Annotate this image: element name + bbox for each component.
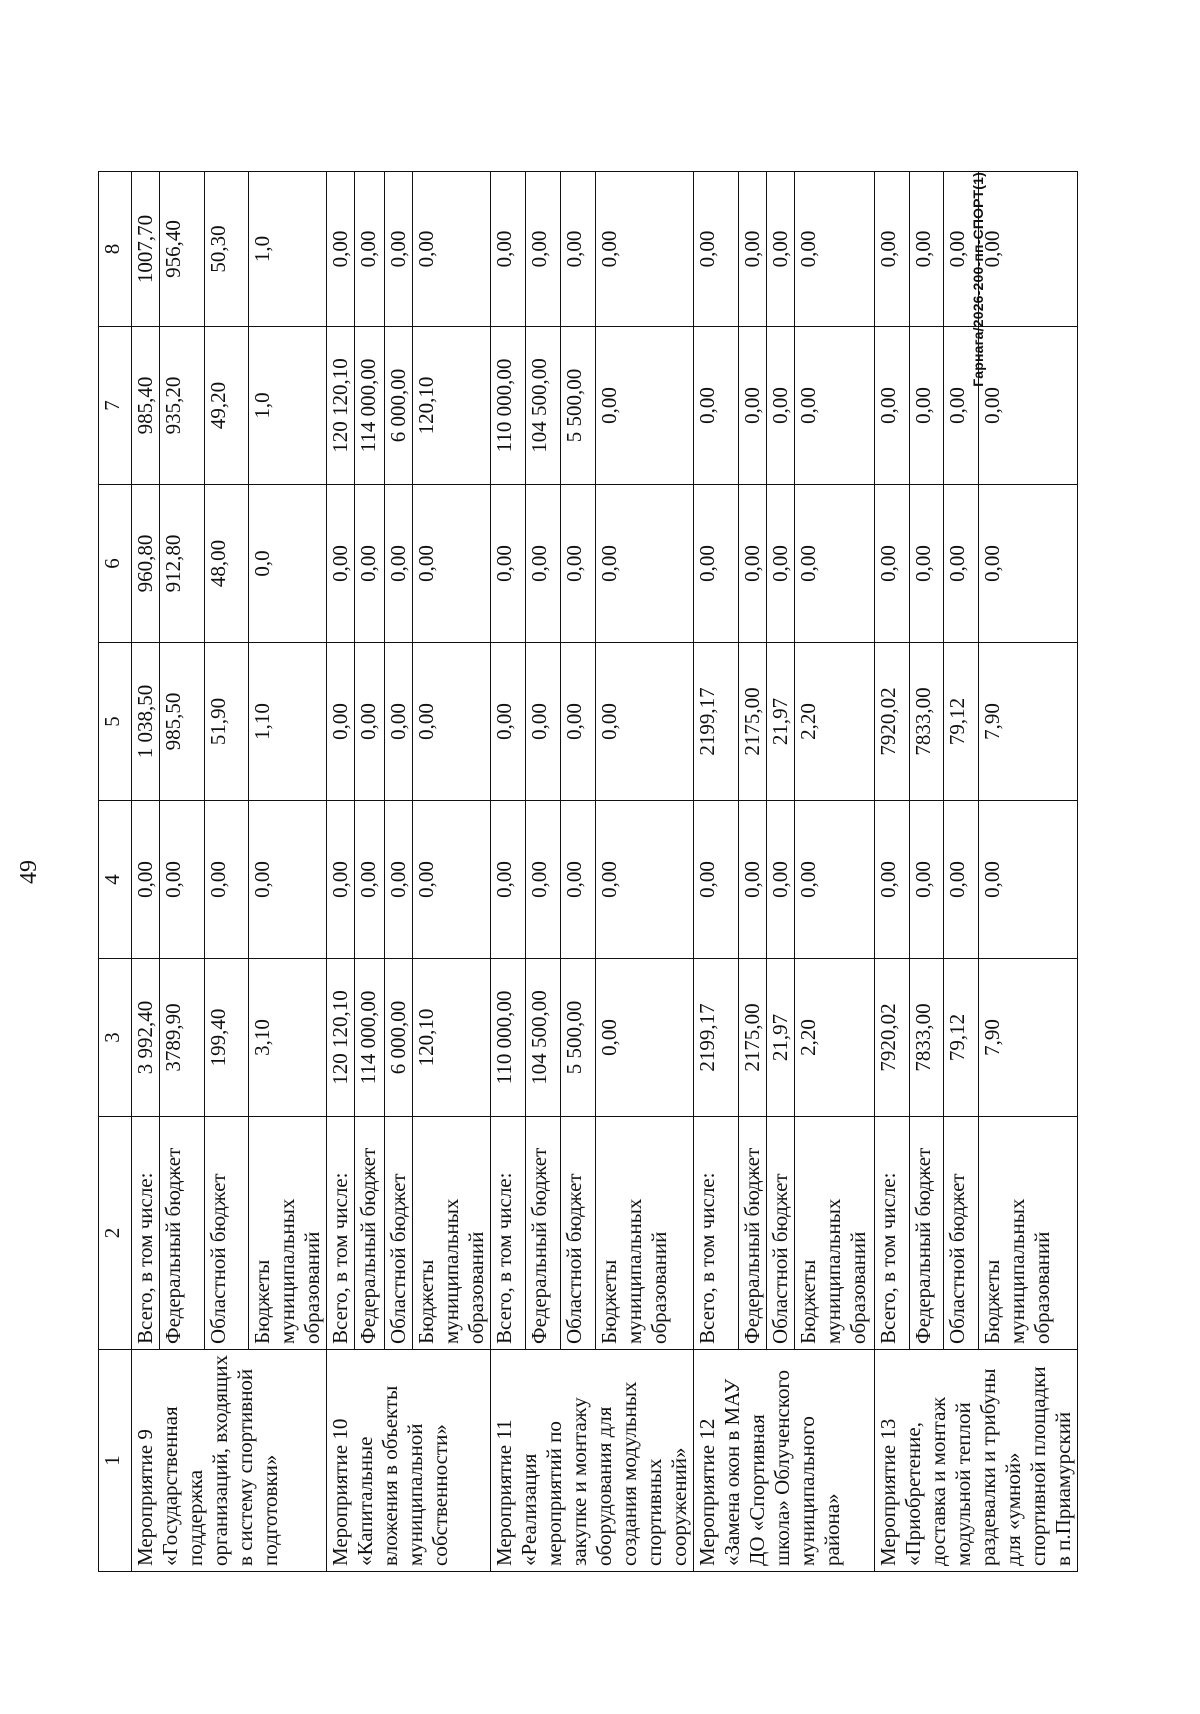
amount-cell: 0,00 <box>327 172 355 327</box>
amount-cell: 120 120,10 <box>327 327 355 485</box>
amount-cell: 110 000,00 <box>491 959 526 1117</box>
column-number: 2 <box>99 1117 132 1350</box>
amount-cell: 0,00 <box>160 801 205 959</box>
funding-source-label: Бюджеты муниципальных образований <box>978 1117 1077 1350</box>
funding-source-label: Всего, в том числе: <box>875 1117 910 1350</box>
amount-cell: 104 500,00 <box>526 959 561 1117</box>
amount-cell: 3,10 <box>249 959 327 1117</box>
table-body <box>99 172 1078 1572</box>
amount-cell: 0,00 <box>795 801 875 959</box>
amount-cell: 0,00 <box>491 801 526 959</box>
amount-cell: 0,00 <box>561 172 596 327</box>
amount-cell: 0,00 <box>795 485 875 643</box>
amount-cell: 51,90 <box>205 643 249 801</box>
funding-source-label: Всего, в том числе: <box>491 1117 526 1350</box>
amount-cell: 1,0 <box>249 172 327 327</box>
amount-cell: 0,00 <box>795 327 875 485</box>
activity-title: Мероприятие 12 «Замена окон в МАУ ДО «Спортивная школа» Облученского муниципального района» <box>694 1350 875 1572</box>
amount-cell: 0,00 <box>413 801 491 959</box>
table-row <box>694 172 739 1572</box>
amount-cell: 7,90 <box>978 959 1077 1117</box>
activity-title: Мероприятие 11 «Реализация мероприятий по закупке и монтажу оборудования для создания модульных спортивных сооружений» <box>491 1350 694 1572</box>
amount-cell: 0,00 <box>875 172 910 327</box>
amount-cell: 0,00 <box>944 485 979 643</box>
amount-cell: 0,00 <box>739 172 767 327</box>
funding-source-label: Федеральный бюджет <box>160 1117 205 1350</box>
amount-cell: 7920,02 <box>875 959 910 1117</box>
activity-title: Мероприятие 9 «Государственная поддержка организаций, входящих в систему спортивной подготовки» <box>132 1350 327 1572</box>
amount-cell: 3789,90 <box>160 959 205 1117</box>
funding-source-label: Всего, в том числе: <box>132 1117 160 1350</box>
amount-cell: 0,00 <box>739 801 767 959</box>
amount-cell: 956,40 <box>160 172 205 327</box>
amount-cell: 0,00 <box>978 327 1077 485</box>
funding-source-label: Областной бюджет <box>205 1117 249 1350</box>
amount-cell: 0,00 <box>132 801 160 959</box>
amount-cell: 0,00 <box>205 801 249 959</box>
amount-cell: 912,80 <box>160 485 205 643</box>
amount-cell: 7,90 <box>978 643 1077 801</box>
column-number: 5 <box>99 643 132 801</box>
amount-cell: 114 000,00 <box>355 959 385 1117</box>
funding-source-label: Федеральный бюджет <box>739 1117 767 1350</box>
amount-cell: 0,00 <box>694 327 739 485</box>
amount-cell: 5 500,00 <box>561 327 596 485</box>
amount-cell: 0,00 <box>385 801 413 959</box>
amount-cell: 0,00 <box>767 485 795 643</box>
amount-cell: 0,00 <box>385 172 413 327</box>
amount-cell: 120,10 <box>413 959 491 1117</box>
amount-cell: 114 000,00 <box>355 327 385 485</box>
amount-cell: 0,00 <box>413 172 491 327</box>
amount-cell: 0,00 <box>767 801 795 959</box>
amount-cell: 6 000,00 <box>385 959 413 1117</box>
amount-cell: 0,00 <box>944 801 979 959</box>
amount-cell: 0,00 <box>909 327 944 485</box>
table-row <box>327 172 355 1572</box>
funding-source-label: Областной бюджет <box>385 1117 413 1350</box>
amount-cell: 50,30 <box>205 172 249 327</box>
amount-cell: 1,10 <box>249 643 327 801</box>
rotated-page-content <box>16 172 1075 1572</box>
amount-cell: 0,00 <box>795 172 875 327</box>
amount-cell: 0,00 <box>909 172 944 327</box>
amount-cell: 0,00 <box>978 801 1077 959</box>
amount-cell: 1007,70 <box>132 172 160 327</box>
column-number: 3 <box>99 959 132 1117</box>
funding-source-label: Бюджеты муниципальных образований <box>795 1117 875 1350</box>
amount-cell: 0,00 <box>875 327 910 485</box>
amount-cell: 0,00 <box>327 643 355 801</box>
amount-cell: 79,12 <box>944 643 979 801</box>
amount-cell: 0,00 <box>561 643 596 801</box>
funding-source-label: Всего, в том числе: <box>327 1117 355 1350</box>
amount-cell: 199,40 <box>205 959 249 1117</box>
amount-cell: 7833,00 <box>909 643 944 801</box>
amount-cell: 985,50 <box>160 643 205 801</box>
amount-cell: 960,80 <box>132 485 160 643</box>
amount-cell: 5 500,00 <box>561 959 596 1117</box>
column-number: 6 <box>99 485 132 643</box>
amount-cell: 2175,00 <box>739 643 767 801</box>
amount-cell: 0,00 <box>561 801 596 959</box>
amount-cell: 985,40 <box>132 327 160 485</box>
funding-source-label: Бюджеты муниципальных образований <box>249 1117 327 1350</box>
amount-cell: 0,00 <box>526 801 561 959</box>
amount-cell: 0,00 <box>526 172 561 327</box>
amount-cell: 2175,00 <box>739 959 767 1117</box>
funding-source-label: Федеральный бюджет <box>526 1117 561 1350</box>
column-number-row <box>99 172 132 1572</box>
amount-cell: 21,97 <box>767 959 795 1117</box>
amount-cell: 3 992,40 <box>132 959 160 1117</box>
amount-cell: 0,00 <box>596 801 694 959</box>
funding-source-label: Бюджеты муниципальных образований <box>413 1117 491 1350</box>
funding-source-label: Областной бюджет <box>561 1117 596 1350</box>
amount-cell: 0,00 <box>385 643 413 801</box>
activity-title: Мероприятие 13 «Приобретение, доставка и монтаж модульной теплой раздевалки и трибуны для «умной» спортивной площадки в п.Приамурский <box>875 1350 1078 1572</box>
amount-cell: 120 120,10 <box>327 959 355 1117</box>
funding-source-label: Бюджеты муниципальных образований <box>596 1117 694 1350</box>
amount-cell: 120,10 <box>413 327 491 485</box>
amount-cell: 0,00 <box>596 485 694 643</box>
amount-cell: 6 000,00 <box>385 327 413 485</box>
column-number: 4 <box>99 801 132 959</box>
funding-source-label: Областной бюджет <box>767 1117 795 1350</box>
amount-cell: 0,00 <box>413 485 491 643</box>
amount-cell: 48,00 <box>205 485 249 643</box>
funding-source-label: Всего, в том числе: <box>694 1117 739 1350</box>
page-number: 49 <box>16 860 42 884</box>
amount-cell: 0,00 <box>327 801 355 959</box>
budget-table <box>98 171 1078 1572</box>
amount-cell: 2,20 <box>795 643 875 801</box>
amount-cell: 0,00 <box>491 643 526 801</box>
amount-cell: 79,12 <box>944 959 979 1117</box>
amount-cell: 110 000,00 <box>491 327 526 485</box>
column-number: 8 <box>99 172 132 327</box>
amount-cell: 0,00 <box>767 327 795 485</box>
amount-cell: 0,00 <box>526 485 561 643</box>
amount-cell: 0,00 <box>596 327 694 485</box>
amount-cell: 2199,17 <box>694 959 739 1117</box>
funding-source-label: Областной бюджет <box>944 1117 979 1350</box>
amount-cell: 0,00 <box>355 643 385 801</box>
amount-cell: 0,00 <box>526 643 561 801</box>
amount-cell: 1,0 <box>249 327 327 485</box>
funding-source-label: Федеральный бюджет <box>355 1117 385 1350</box>
amount-cell: 0,00 <box>909 801 944 959</box>
amount-cell: 1 038,50 <box>132 643 160 801</box>
amount-cell: 104 500,00 <box>526 327 561 485</box>
amount-cell: 0,0 <box>249 485 327 643</box>
amount-cell: 0,00 <box>944 327 979 485</box>
amount-cell: 0,00 <box>739 327 767 485</box>
amount-cell: 0,00 <box>694 172 739 327</box>
amount-cell: 0,00 <box>739 485 767 643</box>
amount-cell: 21,97 <box>767 643 795 801</box>
amount-cell: 49,20 <box>205 327 249 485</box>
amount-cell: 0,00 <box>596 643 694 801</box>
footer-document-code: Гарнага/2026-200-пп-СПОРТ(1) <box>970 172 986 387</box>
amount-cell: 0,00 <box>875 485 910 643</box>
column-number: 1 <box>99 1350 132 1572</box>
amount-cell: 0,00 <box>978 485 1077 643</box>
amount-cell: 0,00 <box>491 172 526 327</box>
amount-cell: 0,00 <box>909 485 944 643</box>
amount-cell: 0,00 <box>767 172 795 327</box>
amount-cell: 0,00 <box>355 801 385 959</box>
amount-cell: 0,00 <box>385 485 413 643</box>
amount-cell: 0,00 <box>944 172 979 327</box>
amount-cell: 0,00 <box>694 801 739 959</box>
amount-cell: 0,00 <box>875 801 910 959</box>
amount-cell: 0,00 <box>596 172 694 327</box>
activity-title: Мероприятие 10 «Капитальные вложения в объекты муниципальной собственности» <box>327 1350 491 1572</box>
amount-cell: 0,00 <box>596 959 694 1117</box>
amount-cell: 0,00 <box>249 801 327 959</box>
table-row <box>491 172 526 1572</box>
amount-cell: 0,00 <box>413 643 491 801</box>
amount-cell: 2199,17 <box>694 643 739 801</box>
amount-cell: 2,20 <box>795 959 875 1117</box>
amount-cell: 0,00 <box>491 485 526 643</box>
table-row <box>132 172 160 1572</box>
amount-cell: 7920,02 <box>875 643 910 801</box>
amount-cell: 0,00 <box>327 485 355 643</box>
amount-cell: 7833,00 <box>909 959 944 1117</box>
funding-source-label: Федеральный бюджет <box>909 1117 944 1350</box>
amount-cell: 935,20 <box>160 327 205 485</box>
amount-cell: 0,00 <box>355 485 385 643</box>
table-row <box>875 172 910 1572</box>
amount-cell: 0,00 <box>694 485 739 643</box>
amount-cell: 0,00 <box>561 485 596 643</box>
amount-cell: 0,00 <box>355 172 385 327</box>
amount-cell: 0,00 <box>978 172 1077 327</box>
column-number: 7 <box>99 327 132 485</box>
